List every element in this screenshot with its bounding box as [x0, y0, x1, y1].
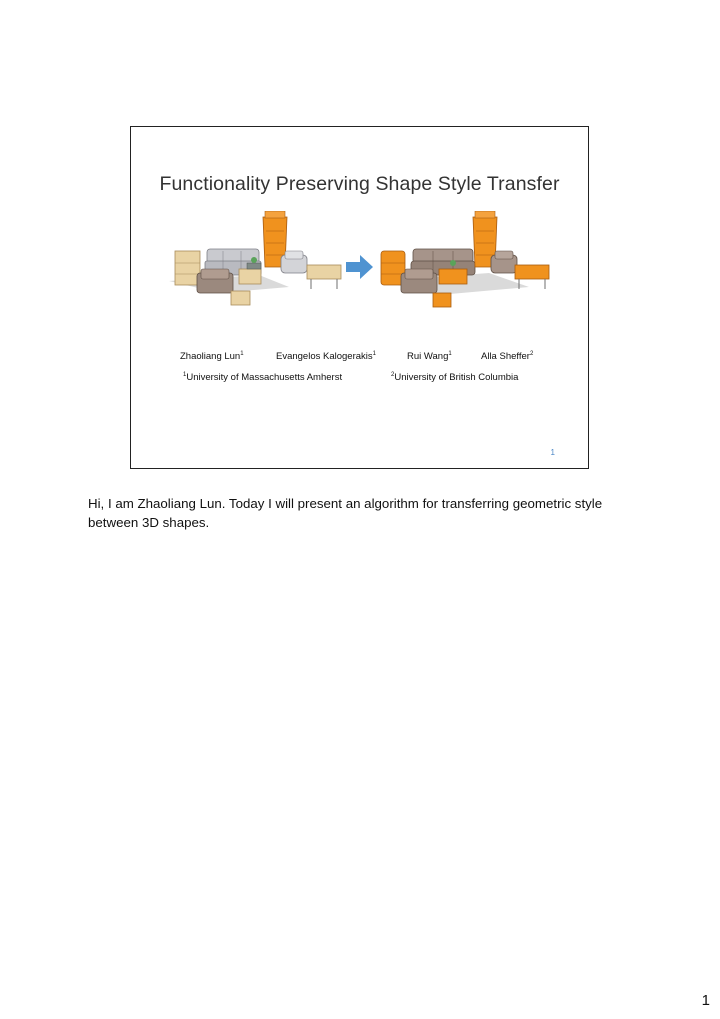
- speaker-notes: Hi, I am Zhaoliang Lun. Today I will present an algorithm for transferring geometric style between 3D shapes.: [88, 496, 603, 530]
- furniture-style-transfer-illustration: [169, 211, 551, 311]
- result-furniture-set: [381, 211, 549, 307]
- slide-title: Functionality Preserving Shape Style Transfer: [159, 173, 560, 195]
- arrow-right-icon: [346, 255, 373, 279]
- slide-number: 1: [550, 448, 555, 457]
- slide-thumbnail: [130, 126, 589, 469]
- source-furniture-set: [169, 211, 341, 305]
- author-1: Zhaoliang Lun$^1$: [180, 351, 244, 362]
- affiliation-1: $^1$University of Massachusetts Amherst: [183, 372, 343, 383]
- author-3: Rui Wang$^1$: [407, 351, 452, 362]
- author-2: Evangelos Kalogerakis$^1$: [276, 351, 376, 362]
- affiliation-2: $^2$University of British Columbia: [391, 372, 519, 383]
- author-4: Alla Sheffer$^2$: [481, 351, 534, 362]
- page-number: 1: [701, 992, 710, 1009]
